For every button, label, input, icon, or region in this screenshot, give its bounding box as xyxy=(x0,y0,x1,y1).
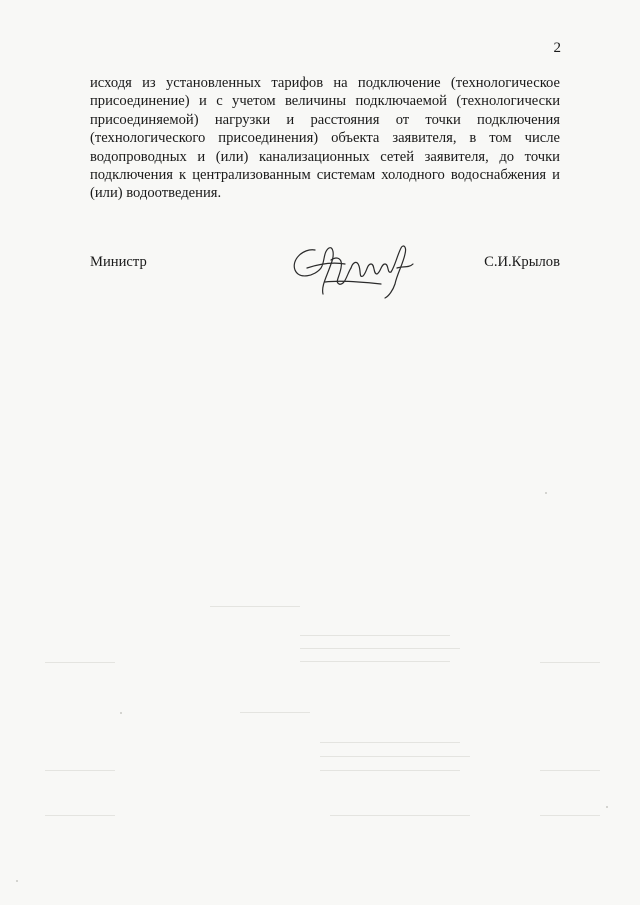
body-paragraph: исходя из установленных тарифов на подключение (технологическое присоединение) и с учетом величины подключаемой (технологически присоединяемой) нагрузки и расстояния от точки подключения (технологического присоединения) объекта заявителя, в том числе водопроводных и (или) канализационных сетей заявителя, до точки подключения к централизованным системам холодного водоснабжения и (или) водоотведения. xyxy=(90,75,560,202)
handwritten-signature xyxy=(285,238,420,303)
bleed-through-line xyxy=(45,662,115,663)
bleed-through-line xyxy=(300,635,450,636)
bleed-through-line xyxy=(210,606,300,607)
bleed-through-line xyxy=(540,815,600,816)
bleed-through-line xyxy=(45,770,115,771)
bleed-through-line xyxy=(320,770,460,771)
paper-speck xyxy=(545,492,547,494)
bleed-through-line xyxy=(540,770,600,771)
bleed-through-line xyxy=(320,756,470,757)
bleed-through-line xyxy=(45,815,115,816)
paper-speck xyxy=(606,806,608,808)
bleed-through-line xyxy=(300,648,460,649)
bleed-through-line xyxy=(300,661,450,662)
page-number: 2 xyxy=(553,40,561,56)
signature-block xyxy=(90,248,560,308)
bleed-through-line xyxy=(240,712,310,713)
bleed-through-line xyxy=(330,815,470,816)
bleed-through-line xyxy=(540,662,600,663)
paper-speck xyxy=(120,712,122,714)
paper-speck xyxy=(16,880,18,882)
signatory-title: Министр xyxy=(90,254,147,270)
signatory-name: С.И.Крылов xyxy=(484,254,560,270)
bleed-through-line xyxy=(320,742,460,743)
